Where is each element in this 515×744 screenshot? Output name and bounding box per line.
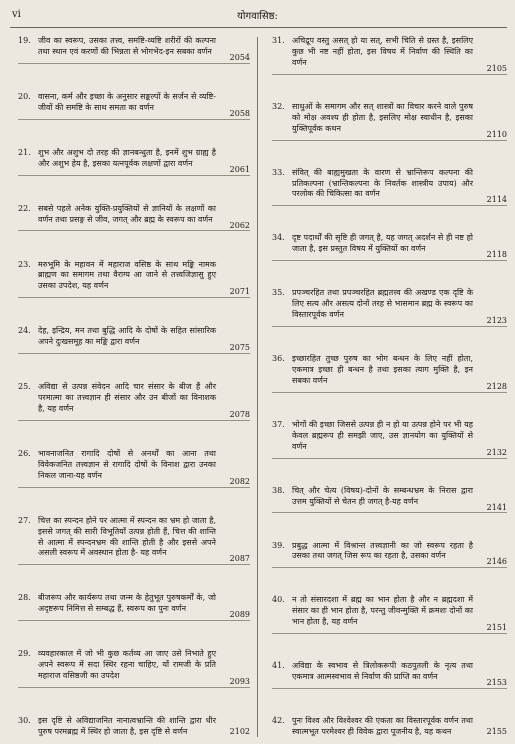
entry-number: 37.: [272, 419, 285, 429]
entry-divider: [272, 512, 507, 513]
entry-title: इस दृष्टि से अविद्याजनित नानात्वभ्रान्ति की शान्ति द्वारा धीर पुरुष परमब्रह्म में स्थिर हो जाता है, इस दृष्टि से वर्णन: [38, 716, 216, 736]
entry-number: 21.: [18, 147, 31, 157]
entry-title: चित्त का स्पन्दन होने पर आत्मा में स्पन्दन का भ्रम हो जाता है, इससे जगत् की सारी विभूतियाँ उत्पन्न होती हैं, चित्त की शान्ति से आत्मा में स्पन्दनभ्रम की शान्ति होती है और इससे अपने असली स्वरूप में अवस्थान होता है- यह वर्णन: [38, 515, 216, 558]
contents-entry: [264, 288, 507, 327]
entry-number: 29.: [18, 649, 31, 659]
entry-title: साधुओं के समागम और सत् शास्त्रों का विचार करने वाले पुरुष को मोक्ष अवश्य ही होता है, इसलिए मोक्ष स्वाधीन है, इसका युक्तिपूर्वक कथन: [292, 101, 473, 133]
entry-divider: [272, 205, 507, 206]
entry-page: 2082: [229, 476, 250, 486]
entry-number: 42.: [272, 716, 285, 726]
contents-entry: [264, 102, 507, 141]
contents-entry: [264, 541, 507, 569]
entry-divider: [18, 175, 250, 176]
entry-number: 20.: [18, 91, 31, 101]
contents-entry: [264, 168, 507, 207]
entry-number: 32.: [272, 101, 285, 111]
entry-title: इच्छारहित तुच्छ पुरुष का भोग बन्धन के लिए नहीं होता, एकमात्र इच्छा ही बन्धन है तथा इसका त्याग मुक्ति है, इन सबका वर्णन: [292, 354, 473, 385]
entry-divider: [18, 564, 250, 565]
entry-number: 26.: [18, 448, 31, 458]
contents-entry: [10, 204, 250, 232]
contents-column-right: [264, 36, 507, 738]
entry-page: 2141: [486, 502, 507, 512]
contents-entry: [10, 148, 250, 176]
entry-title: शुभ और अशुभ दो तरह की ज्ञानबन्धुता है, इनमें शुभ ग्राह्य है और अशुभ हेय है, इसका यत्नपूर्वक लक्षणों द्वारा वर्णन: [38, 147, 216, 168]
entry-title: भावनाजनित रागादि दोषों से अनर्थों का आना तथा विवेकजनित तत्त्वज्ञान से रागादि दोषों के विनाश द्वारा उनका निकल जाना-यह वर्णन: [38, 448, 216, 480]
contents-entry: [264, 36, 507, 75]
contents-entry: [10, 449, 250, 488]
contents-entry: [264, 595, 507, 634]
entry-number: 25.: [18, 382, 31, 392]
entry-page: 2089: [229, 610, 250, 620]
entry-title: वासना, कर्म और इच्छा के अनुसार सङ्कल्पों के सर्जन से व्यष्टि-जीवों की समष्टि के साथ समता का वर्णन: [38, 91, 216, 112]
entry-title: सबसे पहले अनेक युक्ति-प्रयुक्तियों से ज्ञानियों के लक्षणों का वर्णन तथा प्रसङ्ग से जीव, जगत् और ब्रह्म के स्वरूप का वर्णन: [38, 203, 216, 224]
entry-number: 41.: [272, 661, 285, 671]
entry-divider: [18, 487, 250, 488]
entry-title: बीजरूप और कार्यरूप तथा जन्म के हेतुभूत पुरुषकर्मों के, जो अदृष्टरूप निमित्त से सम्बद्ध हैं, स्वरूप का पुनः वर्णन: [38, 593, 216, 614]
entry-divider: [18, 420, 250, 421]
entry-page: 2128: [486, 381, 507, 391]
entry-title: भोगों की इच्छा जिससे उत्पन्न ही न हो या उत्पन्न होने पर भी यह केवल ब्रह्मरूप ही समझी जाए, उस ज्ञानयोग का युक्तियों से वर्णन: [292, 419, 473, 451]
entry-page: 2061: [229, 164, 250, 174]
entry-title: मरुभूमि के महावन में महाराज वसिष्ठ के साथ मङ्कि नामक ब्राह्मण का समागम तथा वैराग्य आ जाने से तत्त्वजिज्ञासु हुए उसका उपदेश, यह वर्णन: [38, 259, 216, 291]
entry-number: 39.: [272, 540, 285, 550]
entry-divider: [272, 458, 507, 459]
entry-divider: [18, 63, 250, 64]
contents-entry: [10, 516, 250, 566]
entry-page: 2155: [486, 727, 507, 737]
entry-divider: [18, 230, 250, 231]
running-title: योगवासिष्ठ:: [237, 11, 278, 22]
entry-divider: [272, 140, 507, 141]
entry-title: व्यवहारकाल में जो भी कुछ कर्तव्य आ जाए उसे निभाते हुए अपने स्वरूप में सदा स्थिर रहना चाहिए, यों रामजी के प्रति महाराज वसिष्ठजी का उपदेश: [38, 649, 216, 681]
entry-divider: [272, 633, 507, 634]
entry-page: 2078: [229, 409, 250, 419]
entry-title: न तो संसारदशा में ब्रह्म का भान होता है और न ब्रह्मदशा में संसार का ही भान होता है, परन्तु जीवन्मुक्ति में क्रमशः दोनों का भान होता है, यह वर्णन: [292, 595, 473, 627]
contents-entry: [264, 354, 507, 393]
entry-divider: [18, 687, 250, 688]
entry-divider: [272, 326, 507, 327]
entry-title: दृष्ट पदार्थों की सृष्टि ही जगत् है, यह जगत् अदर्शन से ही नष्ट हो जाता है, इस प्रस्तुत विषय में युक्तियों का वर्णन: [292, 233, 473, 254]
page-number: vi: [12, 9, 21, 20]
contents-entry: [264, 661, 507, 689]
entry-title: अविद्या के स्वभाव से त्रिलोकरूपी कठपुतली के नृत्य तथा एकमात्र आत्मस्वभाव से निर्वाण की प्राप्ति का वर्णन: [292, 661, 473, 682]
entry-page: 2123: [486, 316, 507, 326]
entry-page: 2151: [486, 623, 507, 633]
entry-number: 40.: [272, 595, 285, 605]
entry-page: 2054: [229, 52, 250, 62]
entry-title: प्रबुद्ध आत्मा में विश्रान्त तत्त्वज्ञानी का जो स्वरूप रहता है उसका तथा जगत् जिस रूप का रहता है, उसका वर्णन: [292, 540, 473, 561]
entry-divider: [18, 620, 250, 621]
column-divider: [257, 37, 258, 737]
contents-entry: [10, 716, 250, 738]
contents-entry: [10, 649, 250, 688]
entry-number: 23.: [18, 259, 31, 269]
entry-page: 2093: [229, 677, 250, 687]
entry-number: 19.: [18, 36, 31, 45]
entry-page: 2062: [229, 220, 250, 230]
entry-page: 2087: [229, 554, 250, 564]
entry-number: 31.: [272, 36, 285, 45]
entry-number: 28.: [18, 593, 31, 603]
entry-page: 2075: [229, 343, 250, 353]
contents-entry: [10, 326, 250, 354]
entry-page: 2102: [229, 726, 250, 736]
contents-entry: [10, 36, 250, 64]
entry-number: 34.: [272, 233, 285, 243]
entry-number: 35.: [272, 288, 285, 298]
entry-title: अचिद्रूप वस्तु असत् हो या सत्, सभी चिति से ग्रस्त है, इसलिए कुछ भी नष्ट नहीं होता, इस विषय में निर्वाण की स्थिति का वर्णन: [292, 36, 473, 67]
contents-entry: [10, 593, 250, 621]
entry-page: 2153: [486, 678, 507, 688]
entry-number: 33.: [272, 167, 285, 177]
entry-number: 24.: [18, 326, 31, 336]
entry-divider: [18, 353, 250, 354]
contents-entry: [264, 486, 507, 514]
entry-number: 30.: [18, 716, 31, 726]
entry-divider: [272, 567, 507, 568]
entry-divider: [272, 392, 507, 393]
entry-page: 2110: [486, 129, 507, 139]
entry-number: 27.: [18, 515, 31, 525]
entry-title: पुनः विश्व और विश्वेश्वर की एकता का विस्तारपूर्वक वर्णन तथा स्वात्मभूत परमेश्वर ही विवेक द्वारा पूजनीय है, यह कथन: [292, 716, 473, 737]
contents-entry: [264, 420, 507, 459]
entry-title: प्रपञ्चरहित तथा प्रपञ्चरहित ब्रह्मतत्त्व की अखण्ड एक दृष्टि के लिए सत्य और असत्य दोनों तरह से भासमान ब्रह्म के स्वरूप का विस्तारपूर्वक वर्णन: [292, 288, 473, 320]
contents-entry: [10, 260, 250, 299]
entry-title: जीव का स्वरूप, उसका तत्त्व, समष्टि-व्यष्टि शरीरों की कल्पना तथा स्थान एवं करणों की भिन्नता से भोगभेद-इन सबका वर्णन: [38, 36, 216, 56]
entry-page: 2114: [486, 195, 507, 205]
contents-entry: [264, 233, 507, 261]
contents-entry: [10, 92, 250, 120]
entry-number: 36.: [272, 354, 285, 364]
entry-page: 2105: [486, 63, 507, 73]
entry-title: देह, इन्द्रिय, मन तथा बुद्धि आदि के दोषों के सहित सांसारिक अपने दुःखसमूह का मङ्कि द्वारा वर्णन: [38, 326, 216, 347]
entry-page: 2132: [486, 447, 507, 457]
entry-page: 2146: [486, 557, 507, 567]
header-rule: [10, 27, 507, 28]
entry-number: 38.: [272, 485, 285, 495]
entry-title: चित् और चेत्य (विषय)-दोनों के सम्बन्धभ्रम के निरास द्वारा उत्तम युक्तियों से चेतन ही जगत् है-यह वर्णन: [292, 485, 473, 506]
entry-divider: [18, 297, 250, 298]
entry-divider: [272, 260, 507, 261]
entry-divider: [272, 74, 507, 75]
entry-page: 2118: [486, 250, 507, 260]
entry-divider: [272, 688, 507, 689]
entry-title: अविद्या से उत्पन्न संवेदन आदि चार संसार के बीज हैं और परमात्मा का तत्त्वज्ञान ही संसार और उन बीजों का विनाशक है, यह वर्णन: [38, 382, 216, 413]
entry-number: 22.: [18, 203, 31, 213]
entry-page: 2071: [229, 287, 250, 297]
entry-divider: [18, 119, 250, 120]
contents-entry: [264, 716, 507, 738]
contents-column-left: [10, 36, 250, 738]
entry-page: 2058: [229, 108, 250, 118]
contents-entry: [10, 382, 250, 421]
entry-title: संवित् की बाह्यमुखता के वारण से भ्रान्तिरूप कल्पना की प्रतिकल्पना (भ्रान्तिकल्पना के निवर्तक शास्त्रीय उपाय) और परलोक की चिकित्सा का वर्णन: [292, 167, 473, 199]
